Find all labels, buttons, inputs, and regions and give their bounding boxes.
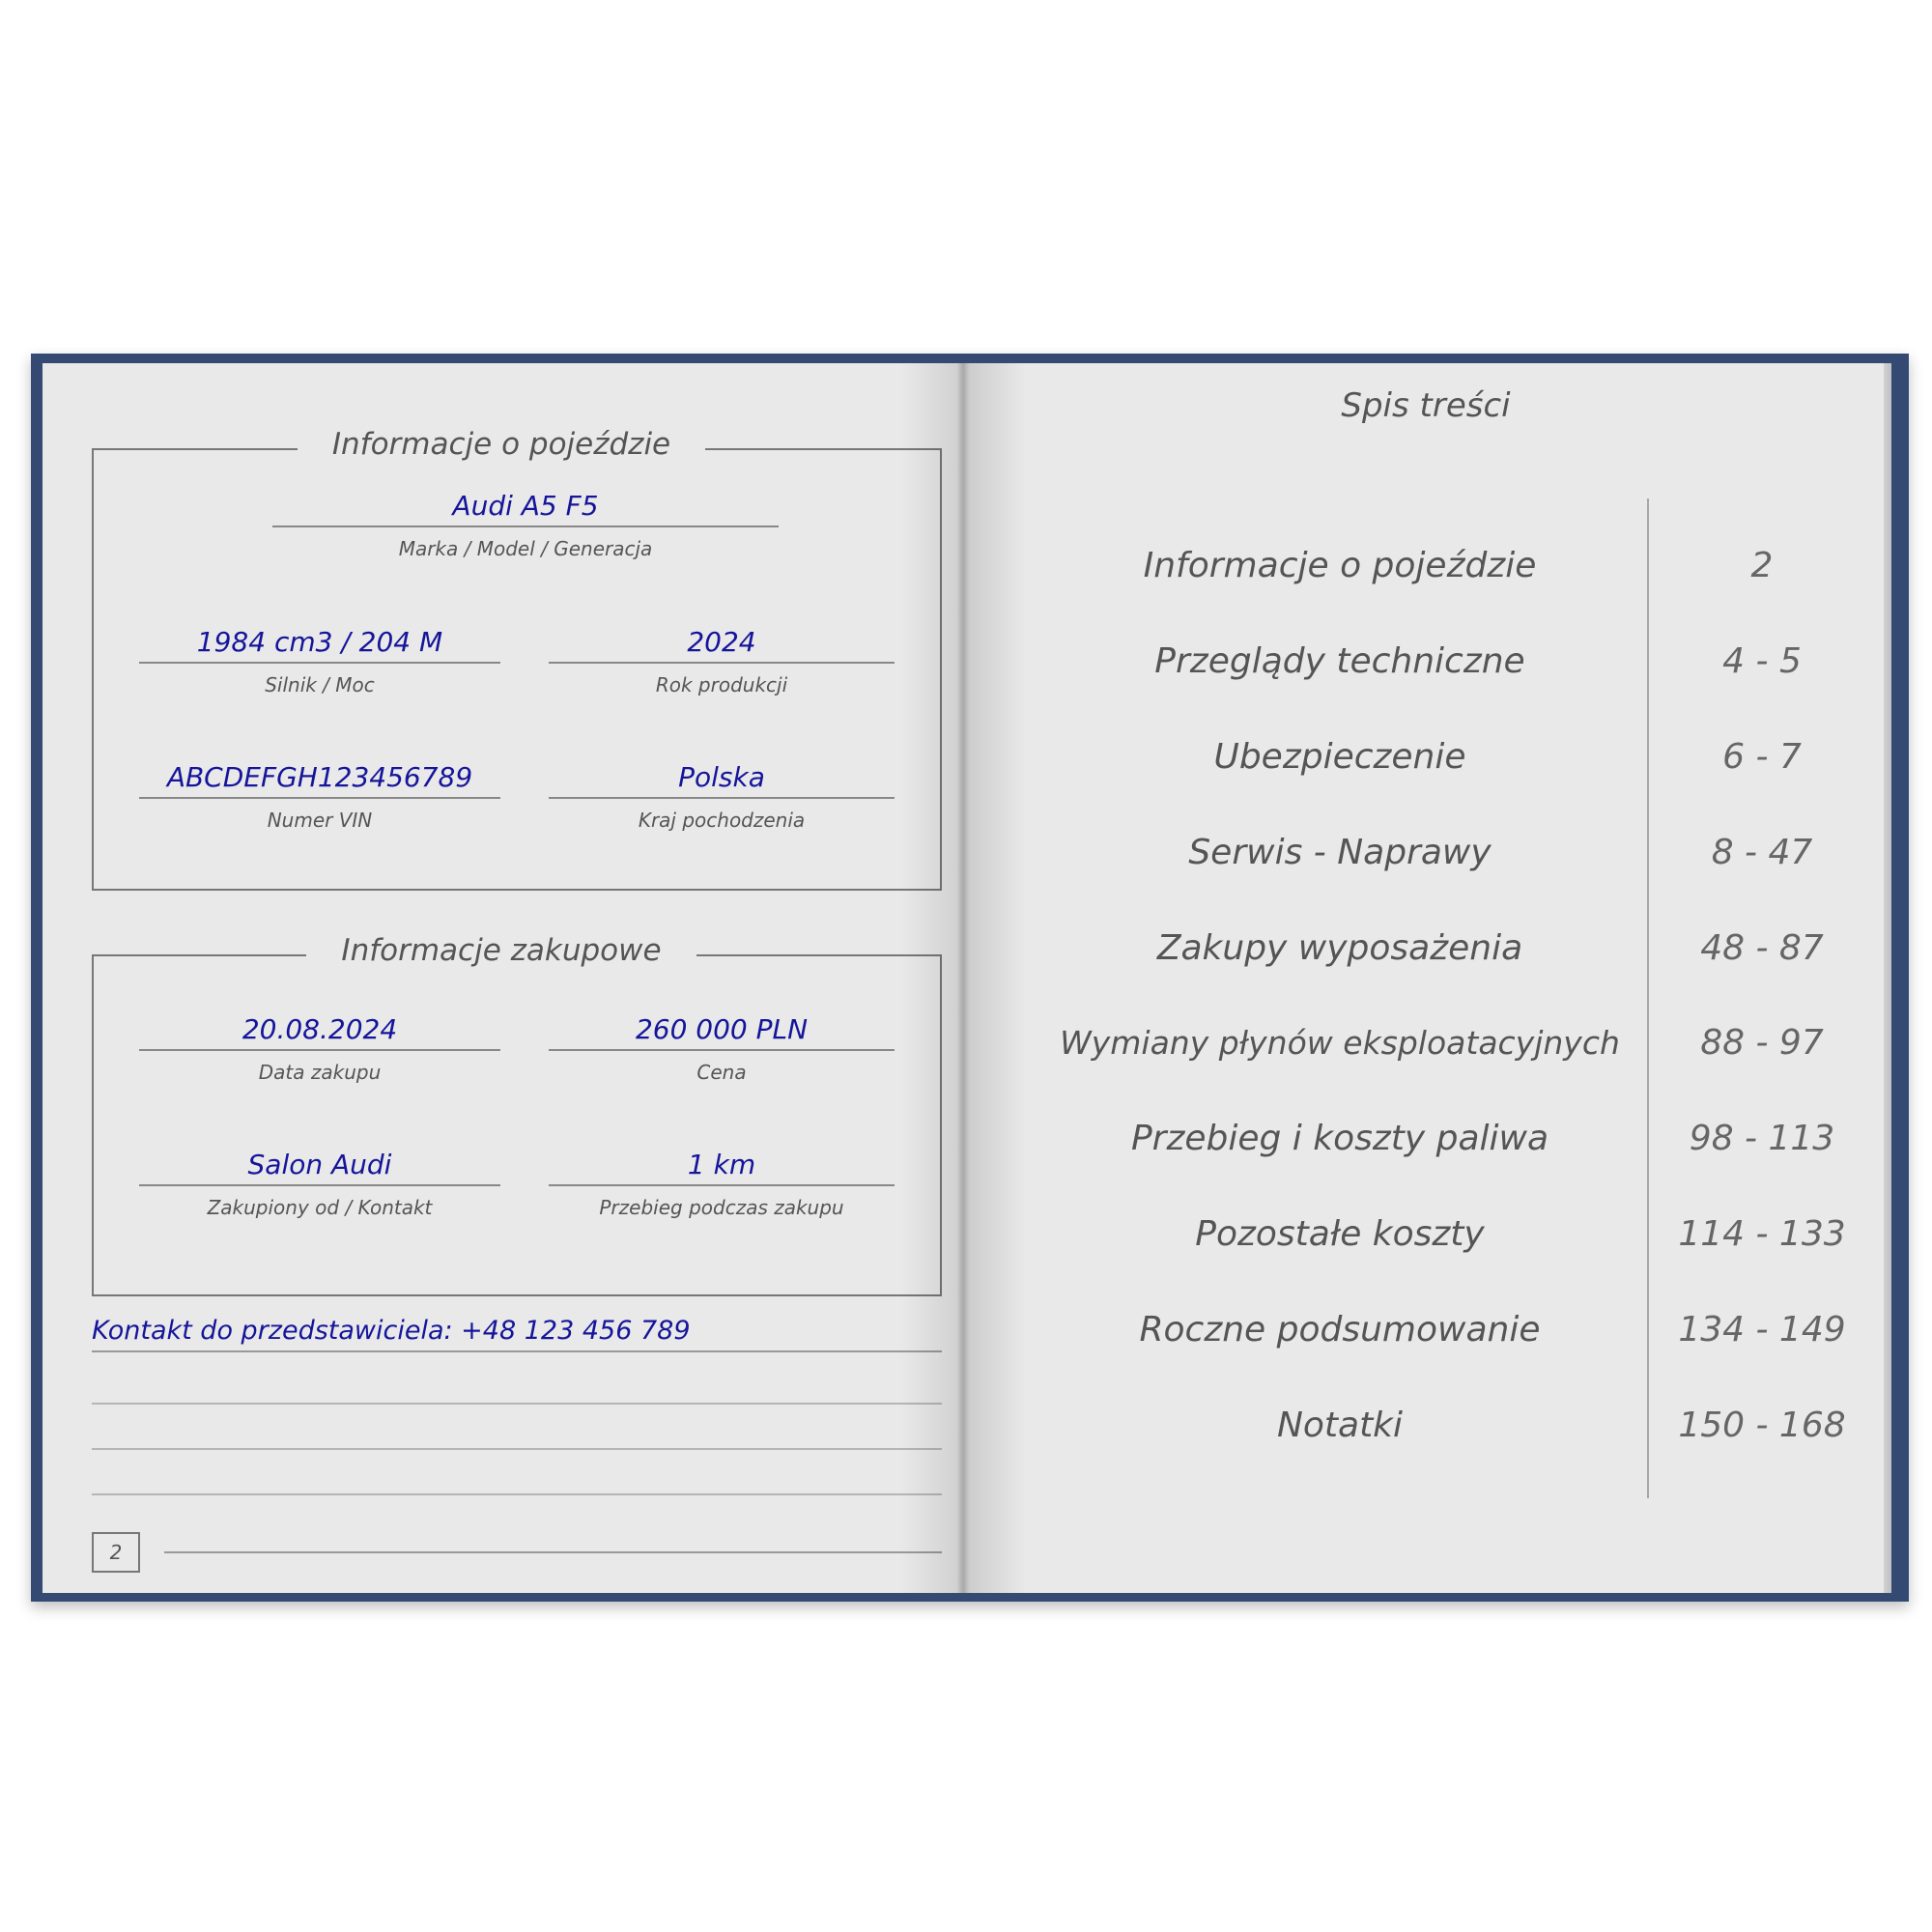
toc-row [960,824,1891,882]
toc-label: Notatki [1276,1406,1404,1445]
purchase-date-label: Data zakupu [258,1061,382,1084]
price-value: 260 000 PLN [549,1010,895,1051]
toc-label: Serwis - Naprawy [1188,833,1492,872]
mileage-field [549,1146,895,1219]
toc-row [960,728,1891,786]
year-value: 2024 [549,623,895,664]
toc-row [960,1206,1891,1264]
vin-field [139,758,500,832]
seller-label: Zakupiony od / Kontakt [207,1196,433,1219]
toc-label: Przeglądy techniczne [1154,641,1525,681]
engine-label: Silnik / Moc [265,673,375,696]
representative-contact: Kontakt do przedstawiciela: +48 123 456 789 [92,1312,942,1352]
engine-value: 1984 cm3 / 204 M [139,623,500,664]
country-label: Kraj pochodzenia [638,809,806,832]
make-model-value: Audi A5 F5 [272,487,779,527]
toc-label: Pozostałe koszty [1195,1214,1485,1254]
toc-pages: 2 [1750,546,1774,585]
toc-label: Informacje o pojeździe [1143,546,1537,585]
vin-value: ABCDEFGH123456789 [139,758,500,799]
blank-line [92,1493,942,1495]
blank-line [92,1448,942,1450]
blank-line [92,1403,942,1405]
toc-pages: 88 - 97 [1700,1023,1824,1063]
purchase-info-title: Informacje zakupowe [43,933,960,968]
toc-pages: 8 - 47 [1711,833,1813,872]
price-field [549,1010,895,1084]
mileage-value: 1 km [549,1146,895,1186]
toc-pages: 150 - 168 [1678,1406,1846,1445]
country-field [549,758,895,832]
toc-pages: 114 - 133 [1678,1214,1846,1254]
toc-pages: 4 - 5 [1722,641,1802,681]
toc-label: Roczne podsumowanie [1139,1310,1541,1350]
toc-pages: 6 - 7 [1722,737,1802,777]
toc-label: Zakupy wyposażenia [1156,928,1523,968]
make-model-label: Marka / Model / Generacja [398,537,653,560]
toc-label: Przebieg i koszty paliwa [1130,1119,1549,1158]
year-field [549,623,895,696]
page-number: 2 [92,1532,140,1573]
toc-row [960,1301,1891,1359]
purchase-date-value: 20.08.2024 [139,1010,500,1051]
toc-row [960,1014,1891,1072]
toc-label: Wymiany płynów eksploatacyjnych [1060,1024,1620,1062]
right-page [960,363,1891,1593]
engine-field [139,623,500,696]
toc-label: Ubezpieczenie [1213,737,1466,777]
toc-title: Spis treści [1341,386,1511,425]
vin-label: Numer VIN [267,809,373,832]
toc-row [960,537,1891,595]
left-page [43,363,960,1593]
toc-pages: 134 - 149 [1678,1310,1846,1350]
year-label: Rok produkcji [655,673,788,696]
make-model-field [272,487,779,560]
toc-row [960,1397,1891,1455]
page-stack-edge [1884,363,1891,1593]
seller-field [139,1146,500,1219]
mileage-label: Przebieg podczas zakupu [599,1196,844,1219]
notebook-cover [31,354,1909,1602]
footer-line [164,1551,942,1553]
toc-pages: 48 - 87 [1700,928,1824,968]
toc-row [960,1110,1891,1168]
purchase-info-box [92,954,942,1296]
toc-pages: 98 - 113 [1689,1119,1835,1158]
purchase-date-field [139,1010,500,1084]
country-value: Polska [549,758,895,799]
price-label: Cena [696,1061,747,1084]
seller-value: Salon Audi [139,1146,500,1186]
vehicle-info-title: Informacje o pojeździe [43,427,960,462]
toc-row [960,633,1891,691]
toc-row [960,920,1891,978]
